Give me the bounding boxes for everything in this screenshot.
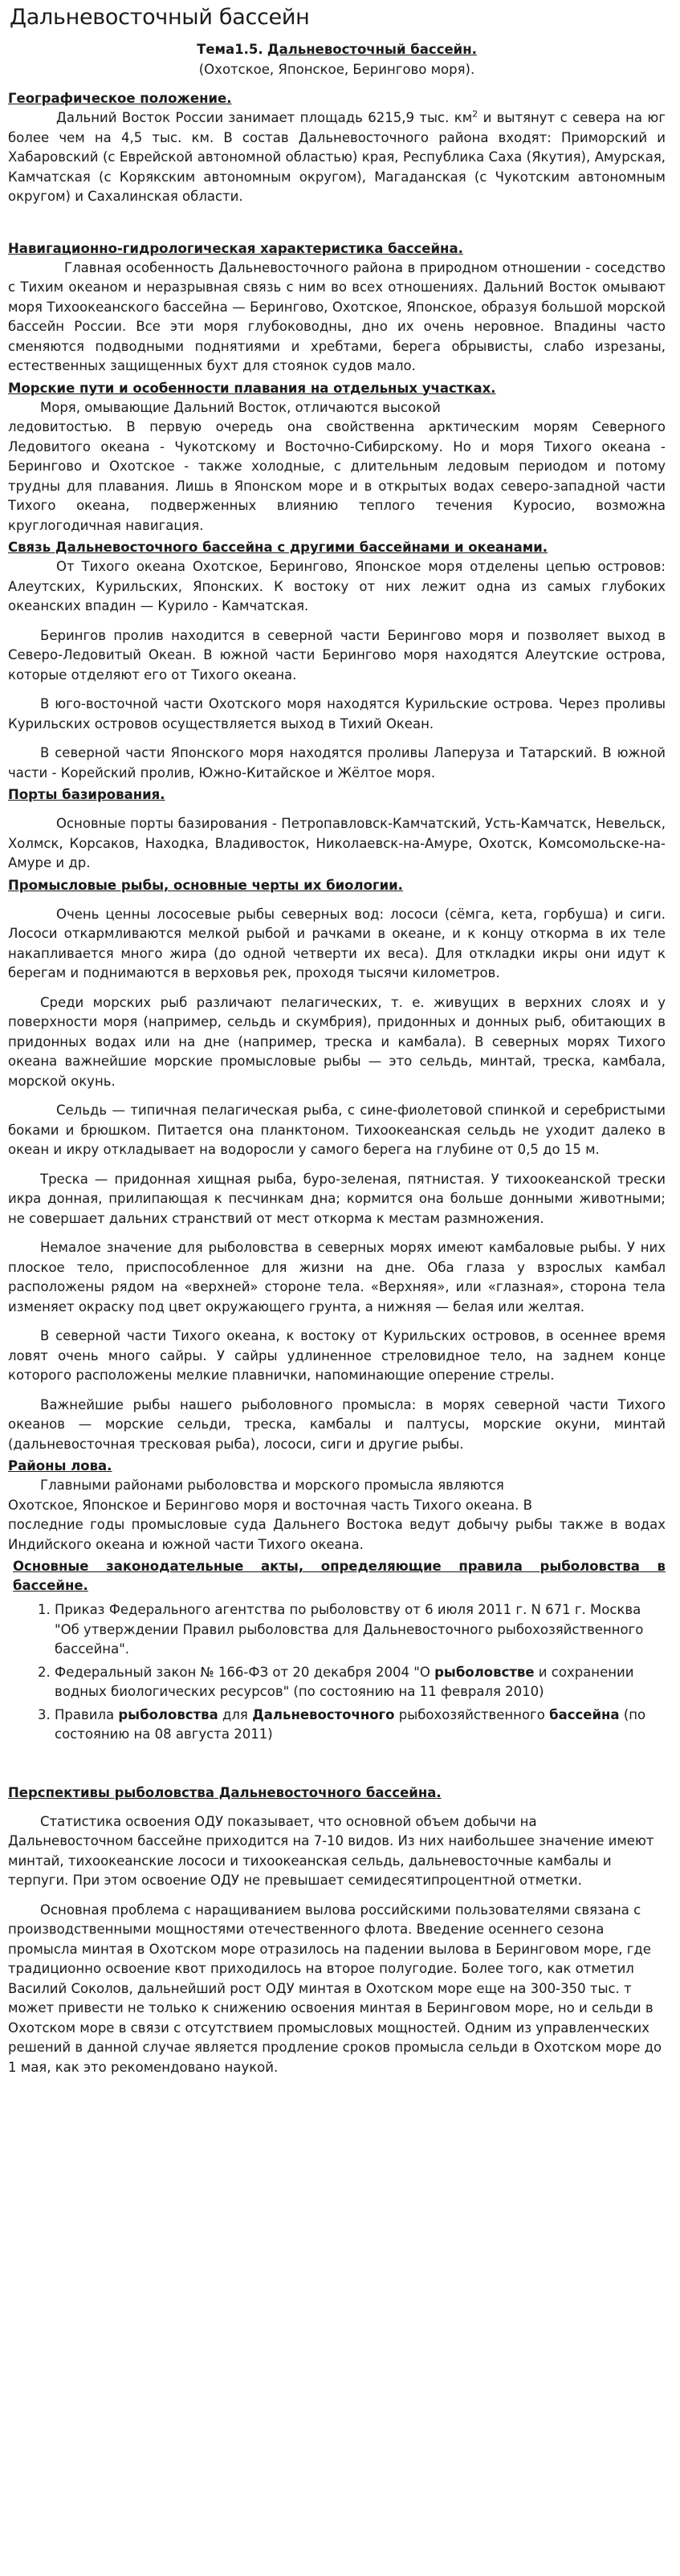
law-3-text-bold-3: бассейна xyxy=(549,1706,620,1722)
laws-list-item xyxy=(55,1706,666,1745)
paragraph-links-4: В северной части Японского моря находятся проливы Лаперуза и Татарский. В южной части - Корейский пролив, Южно-Китайское и Жёлтое моря. xyxy=(8,745,666,781)
paragraph-fish-5: Немалое значение для рыболовства в северных морях имеют камбаловые рыбы. У них плоское тело, приспособленное для жизни на дне. Оба глаза у взрослых камбал расположены рядом на «верхней» стороне тела. «Верхняя», или «глазная», сторона тела изменяет окраску под цвет окружающего грунта, а нижняя — белая или желтая. xyxy=(8,1240,666,1314)
section-heading-geography: Географическое положение. xyxy=(8,91,232,106)
laws-list-item xyxy=(55,1663,666,1702)
law-3-text-bold-1: рыболовства xyxy=(118,1706,218,1722)
law-2-text-post: и сохранении водных биологических ресурсов" (по состоянию на 11 февраля 2010) xyxy=(55,1664,634,1699)
paragraph-links-3: В юго-восточной части Охотского моря находятся Курильские острова. Через проливы Курильских островов осуществляется выход в Тихий Океан. xyxy=(8,696,666,732)
section-heading-routes: Морские пути и особенности плавания на отдельных участках. xyxy=(8,380,496,396)
law-3-text-post: (по состоянию на 08 августа 2011) xyxy=(55,1706,646,1742)
paragraph-links-2: Берингов пролив находится в северной части Берингово моря и позволяет выход в Северо-Ледовитый Океан. В южной части Берингово моря находятся Алеутские острова, которые отделяют его от Тихого океана. xyxy=(8,627,666,683)
section-heading-navigation: Навигационно-гидрологическая характеристика бассейна. xyxy=(8,240,463,256)
superscript-squared: 2 xyxy=(472,108,478,120)
paragraph-fish-2: Среди морских рыб различают пелагических, т. е. живущих в верхних слоях и у поверхности моря (например, сельдь и скумбрия), придонных и донных рыб, обитающих в придонных водах или на дне (например, треска и камбала). В северных морях Тихого океана важнейшие морские промысловые рыбы — это сельдь, минтай, треска, камбала, морской окунь. xyxy=(8,994,666,1089)
paragraph-fish-4: Треска — придонная хищная рыба, буро-зеленая, пятнистая. У тихоокеанской трески икра донная, прилипающая к песчинкам дна; кормится она больше донными животными; не совершает дальних странствий от мест откорма к местам размножения. xyxy=(8,1171,666,1226)
paragraph-routes-1: ледовитостью. В первую очередь она свойственна арктическим морям Северного Ледовитого океана - Чукотскому и Восточно-Сибирскому. Но и моря Тихого океана - Берингово и Охотское - также холодные, с длительным ледовым периодом и потому трудны для плавания. Лишь в Японском море и в открытых водах северо-западной части Тихого океана, подверженных влиянию теплого течения Куросио, возможна круглогодичная навигация. xyxy=(8,419,666,533)
paragraph-ports-1: Основные порты базирования - Петропавловск-Камчатский, Усть-Камчатск, Невельск, Холмск, Корсаков, Находка, Владивосток, Николаевск-на-Амуре, Охотск, Комсомольске-на-Амуре и др. xyxy=(8,816,666,870)
paragraph-navigation-1: Главная особенность Дальневосточного района в природном отношении - соседство с Тихим океаном и неразрывная связь с ним во всех отношениях. Дальний Восток омывают моря Тихоокеанского бассейна — Берингово, Охотское, Японское, образуя большой морской бассейн России. Все эти моря глубоководны, дно их очень неровное. Впадины часто сменяются подводными поднятиями и хребтами, берега обрывисты, слабо изрезаны, естественных защищенных бухт для стоянок судов мало. xyxy=(8,259,666,373)
section-heading-fish: Промысловые рыбы, основные черты их биологии. xyxy=(8,877,403,893)
paragraph-fish-6: В северной части Тихого океана, к востоку от Курильских островов, в осеннее время ловят очень много сайры. У сайры удлиненное стреловидное тело, на заднем конце которого расположены мелкие плавнички, напоминающие оперение стрелы. xyxy=(8,1328,666,1383)
topic-number: Тема1.5. xyxy=(197,42,263,57)
spacer xyxy=(8,1748,666,1783)
laws-list xyxy=(8,1600,666,1745)
law-3-text-mid-1: для xyxy=(218,1706,253,1722)
page-title: Дальневосточный бассейн xyxy=(10,5,310,30)
paragraph-geography-1 xyxy=(8,108,666,207)
paragraph-routes-line1: Моря, омывающие Дальний Восток, отличаются высокой xyxy=(40,399,441,415)
paragraph-areas-line1: Главными районами рыболовства и морского промысла являются xyxy=(40,1478,504,1493)
geography-text-b: и вытянут с севера на юг более чем на 4,5 тыс. км. В состав Дальневосточного района входят: Приморский и Хабаровский (с Еврейской автономной областью) края, Республика Саха (Якутия), Амурская, Камчатская (с Корякским автономным округом), Магаданская (с Чукотским автономным округом) и Сахалинская области. xyxy=(8,110,666,204)
paragraph-areas-1: последние годы промысловые суда Дальнего Востока ведут добычу рыбы также в водах Индийского океана и южной части Тихого океана. xyxy=(8,1517,666,1552)
section-heading-ports: Порты базирования. xyxy=(8,787,165,802)
section-heading-links: Связь Дальневосточного бассейна с другими бассейнами и океанами. xyxy=(8,540,548,555)
law-1-text: Приказ Федерального агентства по рыболовству от 6 июля 2011 г. N 671 г. Москва "Об утверждении Правил рыболовства для Дальневосточного рыбохозяйственного бассейна". xyxy=(55,1602,644,1657)
law-3-text-pre: Правила xyxy=(55,1706,119,1722)
paragraph-outlook-1: Статистика освоения ОДУ показывает, что основной объем добычи на Дальневосточном бассейне приходится на 7-10 видов. Из них наибольшее значение имеют минтай, тихоокеанские лососи и тихоокеанская сельдь, дальневосточные камбалы и терпуги. При этом освоение ОДУ не превышает семидесятипроцентной отметки. xyxy=(8,1813,654,1888)
laws-list-item xyxy=(55,1600,666,1660)
section-heading-areas: Районы лова. xyxy=(8,1458,112,1473)
law-3-text-mid-2: рыбохозяйственного xyxy=(394,1706,550,1722)
topic-name: Дальневосточный бассейн. xyxy=(267,42,477,57)
section-heading-laws: Основные законодательные акты, определяющие правила рыболовства в бассейне. xyxy=(13,1559,666,1593)
paragraph-fish-3: Сельдь — типичная пелагическая рыба, с сине-фиолетовой спинкой и серебристыми боками и брюшком. Питается она планктоном. Тихоокеанская сельдь не уходит далеко в океан и икру откладывает на водоросли у самого берега на глубине от 0,5 до 15 м. xyxy=(8,1103,666,1157)
geography-text-a: Дальний Восток России занимает площадь 6215,9 тыс. км xyxy=(56,110,473,125)
topic-subtitle: (Охотское, Японское, Берингово моря). xyxy=(198,62,475,77)
paragraph-links-1: От Тихого океана Охотское, Берингово, Японское моря отделены цепью островов: Алеутских, Курильских, Японских. К востоку от них лежит одна из самых глубоких океанских впадин — Курило - Камчатская. xyxy=(8,559,666,613)
law-2-text-bold: рыболовстве xyxy=(434,1664,535,1680)
law-2-text-pre: Федеральный закон № 166-ФЗ от 20 декабря 2004 "О xyxy=(55,1664,435,1680)
spacer xyxy=(8,207,666,239)
law-3-text-bold-2: Дальневосточного xyxy=(252,1706,395,1722)
topic-heading xyxy=(8,39,666,60)
paragraph-areas-line2: Охотское, Японское и Берингово моря и восточная часть Тихого океана. В xyxy=(8,1497,532,1513)
paragraph-fish-1: Очень ценны лососевые рыбы северных вод: лососи (сёмга, кета, горбуша) и сиги. Лососи откармливаются мелкой рыбой и рачками в океане, и к концу откорма в их теле накапливается много жира (до одной четверти их веса). Для откладки икры они идут к берегам и поднимаются в верховья рек, проходя тысячи километров. xyxy=(8,906,666,980)
paragraph-fish-7: Важнейшие рыбы нашего рыболовного промысла: в морях северной части Тихого океанов — морские сельди, треска, камбалы и палтусы, морские окуни, минтай (дальневосточная тресковая рыба), лососи, сиги и другие рыбы. xyxy=(8,1396,666,1452)
section-heading-outlook: Перспективы рыболовства Дальневосточного бассейна. xyxy=(8,1784,442,1800)
paragraph-outlook-2: Основная проблема с наращиванием вылова российскими пользователями связана с производственными мощностями отечественного флота. Введение осеннего сезона промысла минтая в Охотском море отразилось на падении вылова в Беринговом море, где традиционно освоение квот приходилось на второе полугодие. Более того, как отметил Василий Соколов, дальнейший рост ОДУ минтая в Охотском море еще на 300-350 тыс. т может привести не только к снижению освоения минтая в Беринговом море, но и сельди в Охотском море в связи с отсутствием промысловых мощностей. Одним из управленческих решений в данной случае является продление сроков промысла сельди в Охотском море до 1 мая, как это рекомендовано наукой. xyxy=(8,1901,662,2075)
